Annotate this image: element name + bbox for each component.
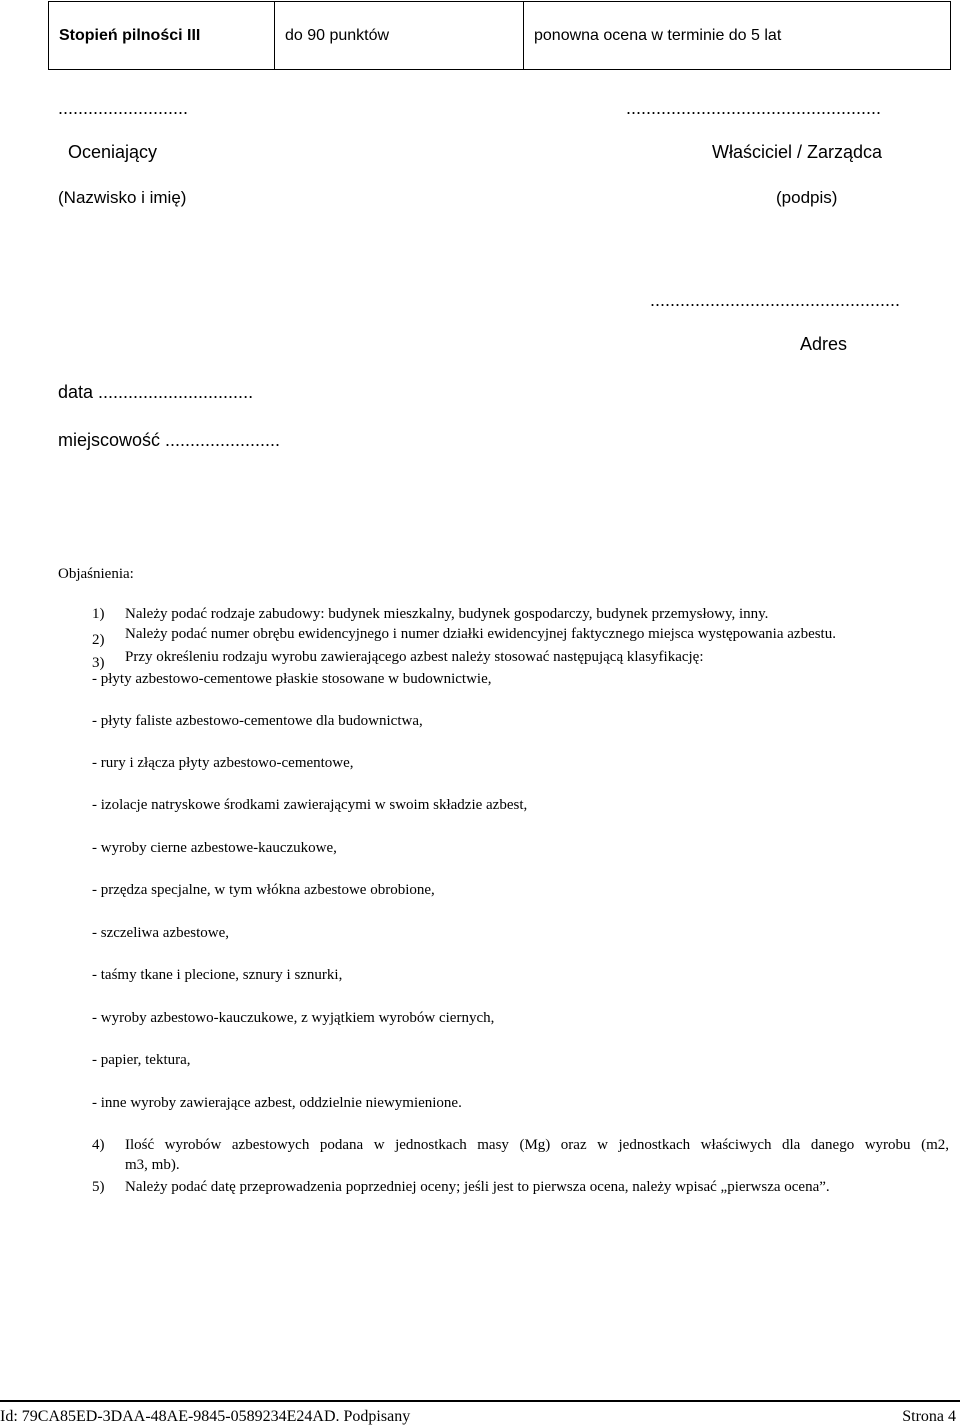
classification-item: - wyroby azbestowo-kauczukowe, z wyjątkiem wyrobów ciernych,	[92, 1010, 495, 1026]
classification-item: - szczeliwa azbestowe,	[92, 925, 230, 941]
owner-label: Właściciel / Zarządca	[712, 142, 883, 162]
classification-item: - płyty faliste azbestowo-cementowe dla budownictwa,	[92, 713, 423, 729]
owner-signature-hint: (podpis)	[776, 188, 838, 207]
classification-item: - izolacje natryskowe środkami zawierającymi w swoim składzie azbest,	[92, 797, 528, 813]
note-4-text-line2: m3, mb).	[125, 1157, 180, 1173]
place-field: miejscowość .......................	[58, 430, 281, 450]
page-number: Strona 4	[902, 1408, 956, 1425]
document-id: Id: 79CA85ED-3DAA-48AE-9845-0589234E24AD. Podpisany	[0, 1408, 411, 1425]
points-cell: do 90 punktów	[275, 2, 524, 70]
note-2-text: Należy podać numer obrębu ewidencyjnego i numer działki ewidencyjnej faktycznego miejsca występowania azbestu.	[125, 626, 836, 642]
classification-item: - taśmy tkane i plecione, sznury i sznurki,	[92, 967, 343, 983]
assessor-name-hint: (Nazwisko i imię)	[58, 188, 187, 207]
note-5-number: 5)	[92, 1179, 105, 1195]
date-field: data ...............................	[58, 382, 254, 402]
footer-divider	[0, 1400, 960, 1402]
classification-item: - wyroby cierne azbestowe-kauczukowe,	[92, 840, 337, 856]
address-line: ..................................................	[650, 290, 901, 310]
assessor-label: Oceniający	[68, 142, 158, 162]
note-4-text-line1: Ilość wyrobów azbestowych podana w jednostkach masy (Mg) oraz w jednostkach właściwych dla danego wyrobu (m2,	[125, 1137, 949, 1153]
note-3-text: Przy określeniu rodzaju wyrobu zawierającego azbest należy stosować następującą klasyfikację:	[125, 649, 704, 665]
note-1-text: Należy podać rodzaje zabudowy: budynek mieszkalny, budynek gospodarczy, budynek przemysłowy, inny.	[125, 606, 769, 622]
note-3-number: 3)	[92, 655, 105, 671]
classification-item: - papier, tektura,	[92, 1052, 191, 1068]
note-1-number: 1)	[92, 606, 105, 622]
address-label: Adres	[800, 334, 848, 354]
owner-signature-line: ...................................................	[626, 98, 882, 118]
note-4-number: 4)	[92, 1137, 105, 1153]
classification-item: - płyty azbestowo-cementowe płaskie stosowane w budownictwie,	[92, 671, 492, 687]
urgency-table	[48, 1, 951, 70]
assessor-signature-line: ..........................	[58, 98, 189, 118]
notes-heading: Objaśnienia:	[58, 566, 134, 582]
classification-item: - przędza specjalne, w tym włókna azbestowe obrobione,	[92, 882, 435, 898]
reassessment-cell: ponowna ocena w terminie do 5 lat	[524, 2, 951, 70]
classification-item: - inne wyroby zawierające azbest, oddzielnie niewymienione.	[92, 1095, 462, 1111]
note-2-number: 2)	[92, 632, 105, 648]
urgency-level-cell: Stopień pilności III	[49, 2, 275, 70]
note-5-text: Należy podać datę przeprowadzenia poprzedniej oceny; jeśli jest to pierwsza ocena, należy wpisać „pierwsza ocena”.	[125, 1179, 830, 1195]
urgency-row	[49, 2, 951, 70]
classification-item: - rury i złącza płyty azbestowo-cementowe,	[92, 755, 354, 771]
